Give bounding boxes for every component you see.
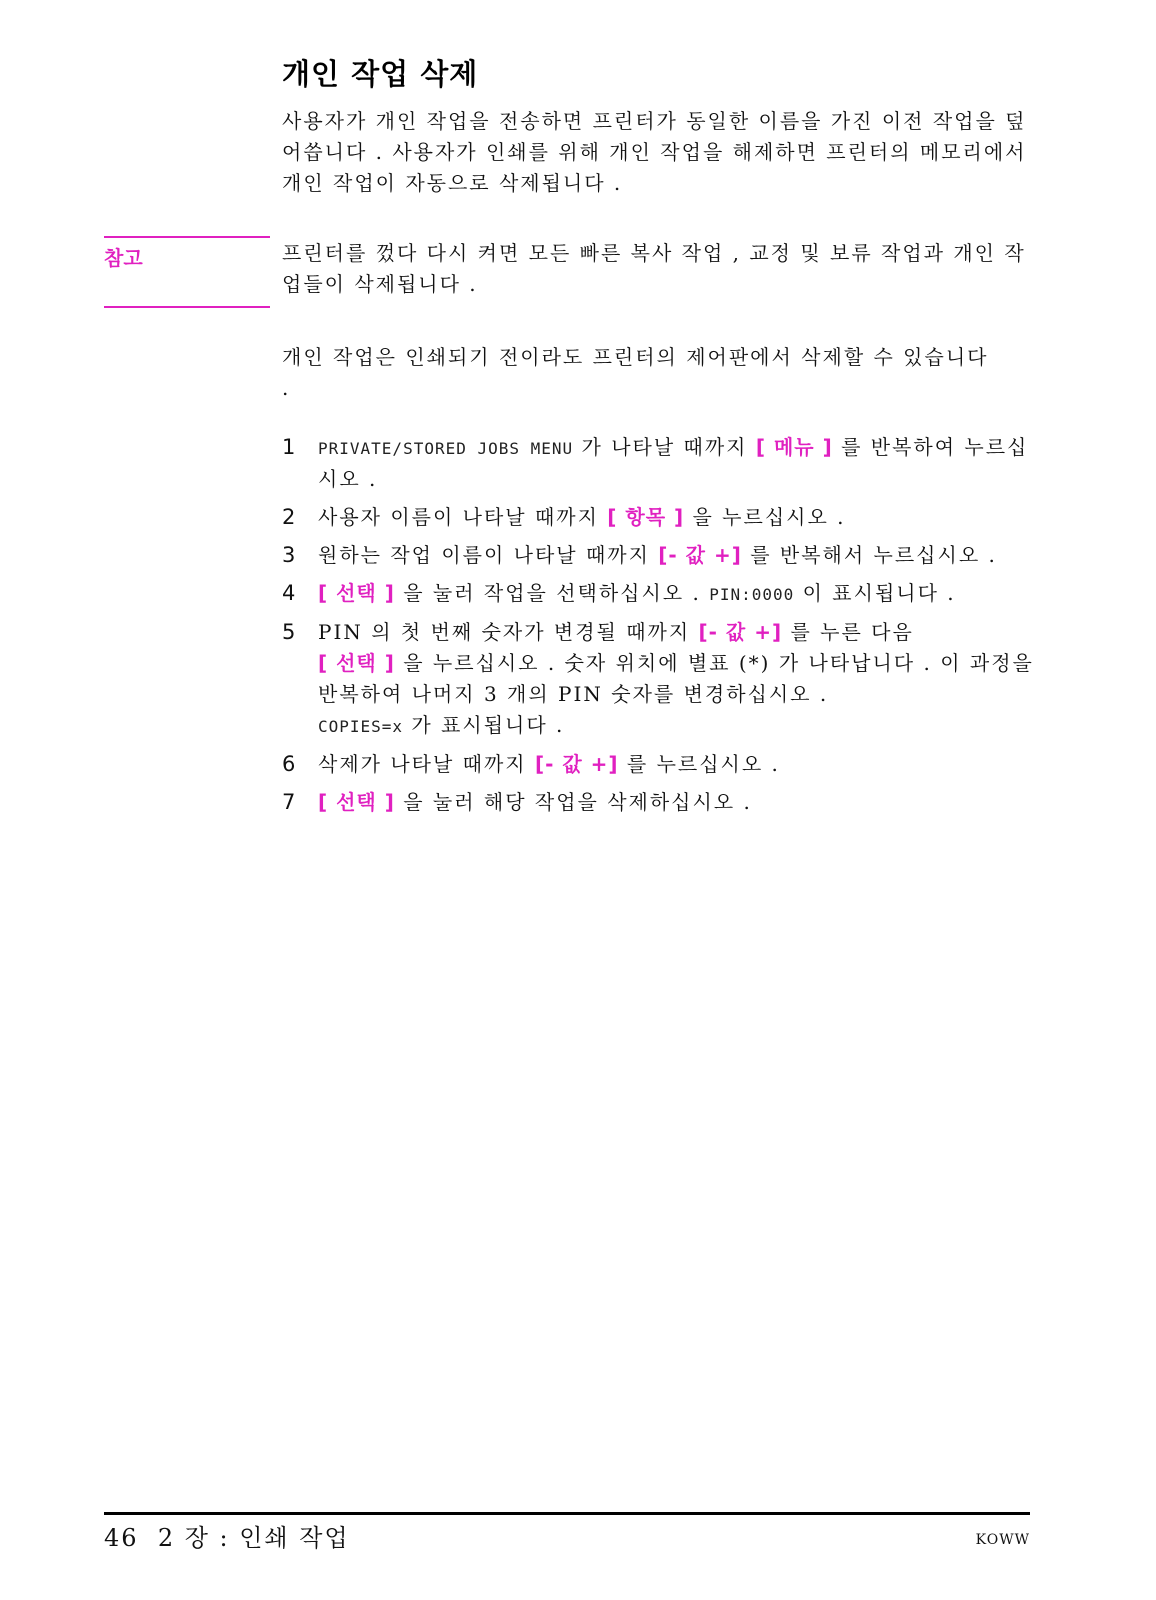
step-text: 을 눌러 해당 작업을 삭제하십시오 . — [394, 790, 752, 814]
step-list — [282, 432, 1042, 825]
step-text: 원하는 작업 이름이 나타날 때까지 — [318, 543, 659, 567]
step-text: 를 누른 다음 — [782, 620, 914, 644]
step-number: 2 — [282, 505, 296, 529]
item-key: [ 항목 ] — [607, 505, 685, 529]
step-text: 이 표시됩니다 . — [794, 581, 956, 605]
step-number: 1 — [282, 435, 296, 459]
step-text: 을 누르십시오 . — [684, 505, 846, 529]
footer-rule — [104, 1512, 1030, 1515]
intro-paragraph: 사용자가 개인 작업을 전송하면 프린터가 동일한 이름을 가진 이전 작업을 덮어씁니다 . 사용자가 인쇄를 위해 개인 작업을 해제하면 프린터의 메모리에서 개인 작업이 자동으로 삭제됩니다 . — [282, 109, 1027, 195]
section-title: 개인 작업 삭제 — [282, 57, 479, 91]
value-key: [- 값 +] — [658, 543, 742, 567]
step-5 — [282, 617, 1042, 742]
step-number: 7 — [282, 790, 296, 814]
step-text: 가 나타날 때까지 — [573, 435, 756, 459]
step-7 — [282, 787, 1042, 818]
step-text: PIN 의 첫 번째 숫자가 변경될 때까지 — [318, 620, 699, 644]
step-2 — [282, 502, 1042, 533]
page-number: 46 — [104, 1524, 139, 1552]
select-key: [ 선택 ] — [318, 651, 395, 675]
note-label: 참고 — [104, 246, 143, 270]
footer-locale: KOWW — [975, 1532, 1030, 1548]
value-key: [- 값 +] — [534, 752, 619, 776]
step-number: 3 — [282, 543, 296, 567]
step-text: 사용자 이름이 나타날 때까지 — [318, 505, 608, 529]
step-1 — [282, 432, 1042, 495]
step-number: 6 — [282, 752, 296, 776]
step-number: 5 — [282, 620, 296, 644]
lcd-message: PRIVATE/STORED JOBS MENU — [318, 439, 574, 458]
lcd-message: COPIES=x — [318, 717, 404, 736]
step-text: 을 누르십시오 . 숫자 위치에 별표 (*) 가 나타납니다 . 이 과정을 반복하여 나머지 3 개의 PIN 숫자를 변경하십시오 . — [318, 651, 1034, 706]
step-text: 가 표시됩니다 . — [403, 713, 565, 737]
note-text: 프린터를 껐다 다시 켜면 모든 빠른 복사 작업 , 교정 및 보류 작업과 개인 작업들이 삭제됩니다 . — [282, 241, 1026, 296]
step-number: 4 — [282, 581, 296, 605]
delete-info-paragraph: 개인 작업은 인쇄되기 전이라도 프린터의 제어판에서 삭제할 수 있습니다 . — [282, 345, 989, 400]
note-rule-bottom — [104, 306, 270, 308]
footer-left — [104, 1518, 350, 1553]
step-6 — [282, 749, 1042, 780]
step-3 — [282, 540, 1042, 571]
step-4 — [282, 578, 1042, 610]
menu-key: [ 메뉴 ] — [755, 435, 833, 459]
note-rule-top — [104, 236, 270, 238]
step-text: 을 눌러 작업을 선택하십시오 . — [394, 581, 710, 605]
chapter-title: 2 장 : 인쇄 작업 — [157, 1524, 350, 1552]
value-key: [- 값 +] — [698, 620, 783, 644]
select-key: [ 선택 ] — [318, 581, 395, 605]
lcd-message: PIN:0000 — [709, 585, 795, 604]
step-text: 를 누르십시오 . — [618, 752, 780, 776]
step-text: 를 반복해서 누르십시오 . — [741, 543, 997, 567]
step-text: 삭제가 나타날 때까지 — [318, 752, 535, 776]
step-text: 를 반복하여 누르십시오 . — [318, 435, 1029, 491]
select-key: [ 선택 ] — [318, 790, 395, 814]
